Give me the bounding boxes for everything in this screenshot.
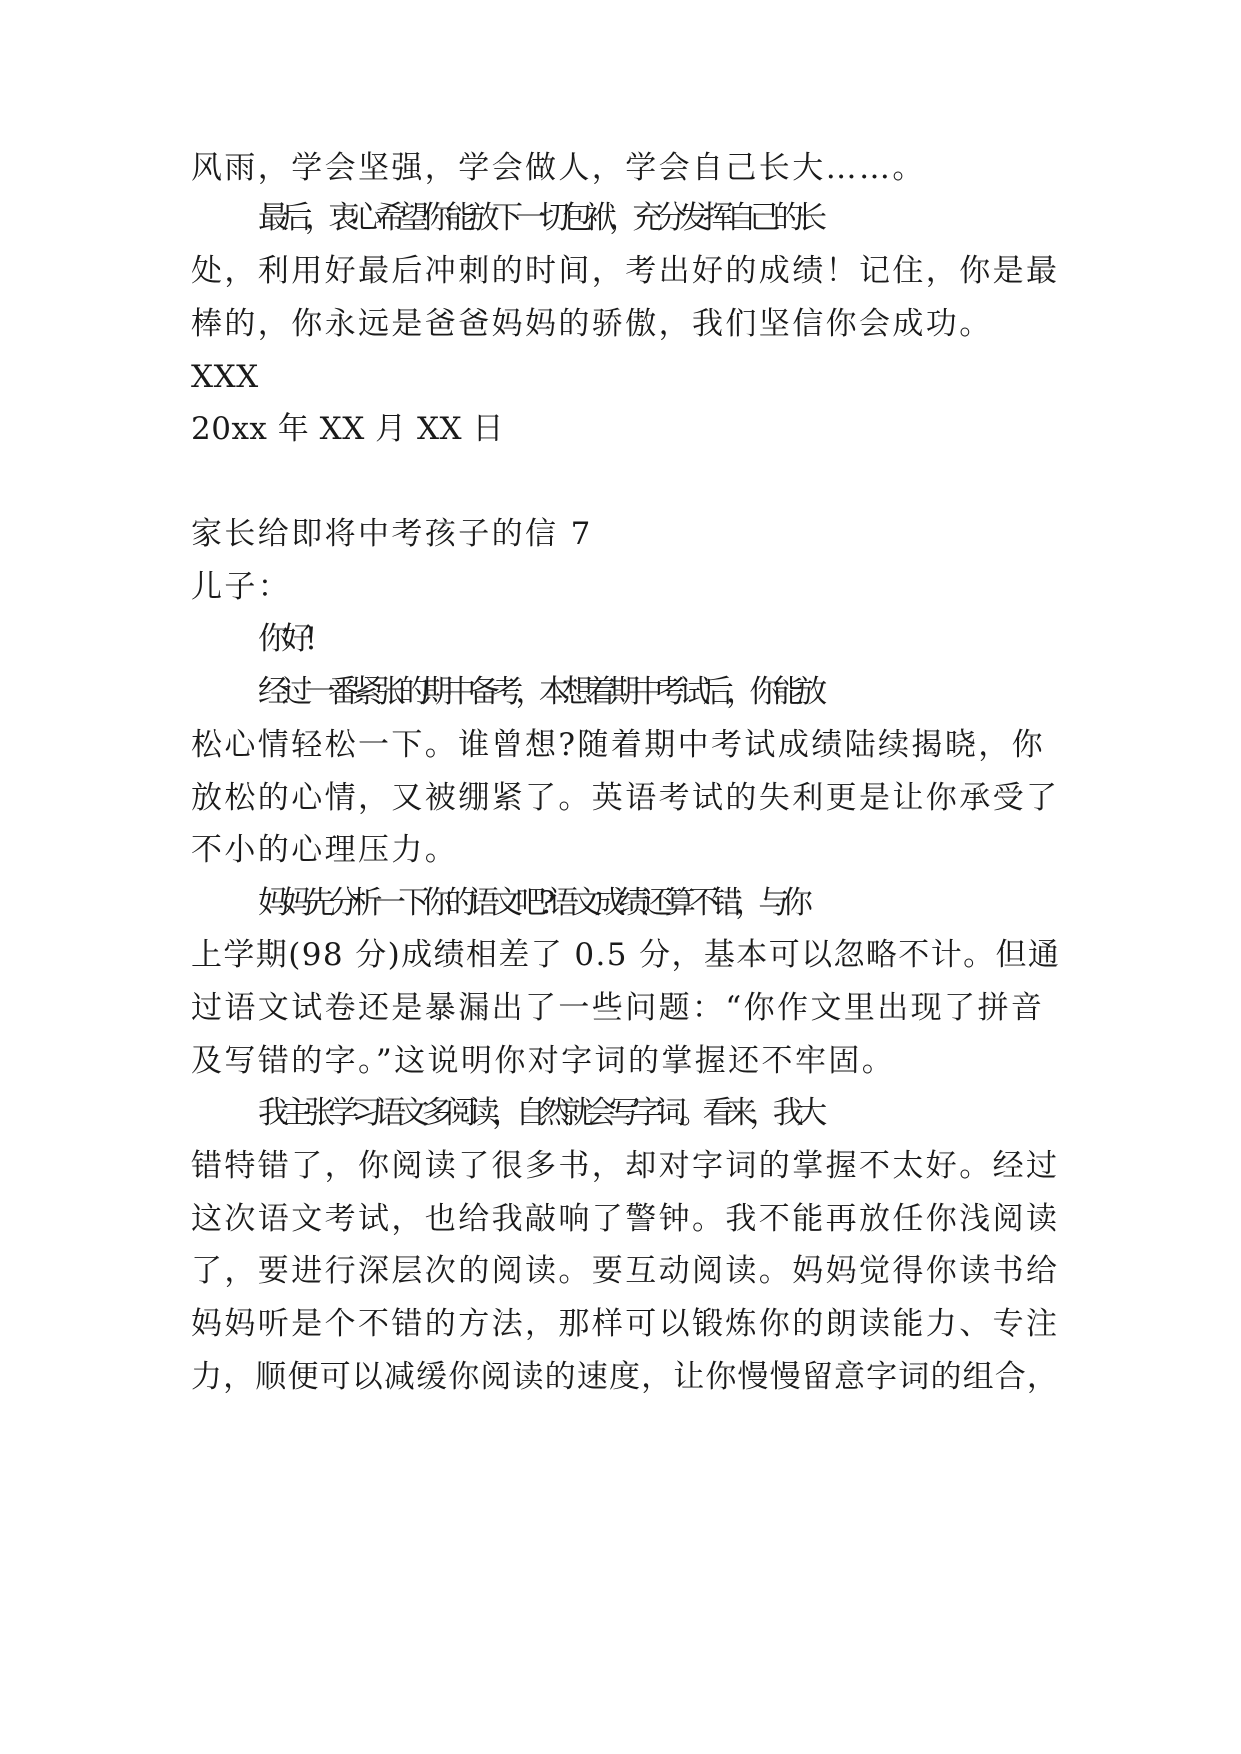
paragraph-line: 了，要进行深层次的阅读。要互动阅读。妈妈觉得你读书给 <box>191 1253 1060 1289</box>
paragraph-line: 妈妈先分析一下你的语文吧?语文成绩还算不错，与你 <box>258 885 806 921</box>
signature-name: XXX <box>191 359 259 395</box>
paragraph-line: 错特错了，你阅读了很多书，却对字词的掌握不太好。经过 <box>191 1148 1060 1184</box>
paragraph-line: 不小的心理压力。 <box>191 832 459 868</box>
paragraph-line: 松心情轻松一下。谁曾想?随着期中考试成绩陆续揭晓，你 <box>191 727 1046 763</box>
paragraph-line: 上学期(98 分)成绩相差了 0.5 分，基本可以忽略不计。但通 <box>191 937 1061 973</box>
signature-date: 20xx 年 XX 月 XX 日 <box>191 411 504 447</box>
salutation: 儿子： <box>191 569 292 605</box>
greeting: 你好! <box>258 621 310 657</box>
section-title: 家长给即将中考孩子的信 7 <box>191 516 593 552</box>
paragraph-line: 及写错的字。”这说明你对字词的掌握还不牢固。 <box>191 1043 896 1079</box>
paragraph-line: 这次语文考试，也给我敲响了警钟。我不能再放任你浅阅读 <box>191 1201 1060 1237</box>
paragraph-line: 处，利用好最后冲刺的时间，考出好的成绩！记住，你是最 <box>191 253 1060 289</box>
paragraph-line: 最后，衷心希望你能放下一切包袱，充分发挥自己的长 <box>258 200 820 236</box>
paragraph-line: 过语文试卷还是暴漏出了一些问题：“你作文里出现了拼音 <box>191 990 1045 1026</box>
paragraph-line: 力，顺便可以减缓你阅读的速度，让你慢慢留意字词的组合， <box>191 1359 1060 1395</box>
paragraph-line: 我主张学习语文多阅读，自然就会写字词。看来，我大 <box>258 1095 820 1131</box>
paragraph-line: 风雨，学会坚强，学会做人，学会自己长大……。 <box>191 150 926 186</box>
paragraph-line: 经过一番紧张的期中备考，本想着期中考试后，你能放 <box>258 674 820 710</box>
paragraph-line: 妈妈听是个不错的方法，那样可以锻炼你的朗读能力、专注 <box>191 1306 1060 1342</box>
paragraph-line: 放松的心情，又被绷紧了。英语考试的失利更是让你承受了 <box>191 780 1060 816</box>
paragraph-line: 棒的，你永远是爸爸妈妈的骄傲，我们坚信你会成功。 <box>191 306 993 342</box>
